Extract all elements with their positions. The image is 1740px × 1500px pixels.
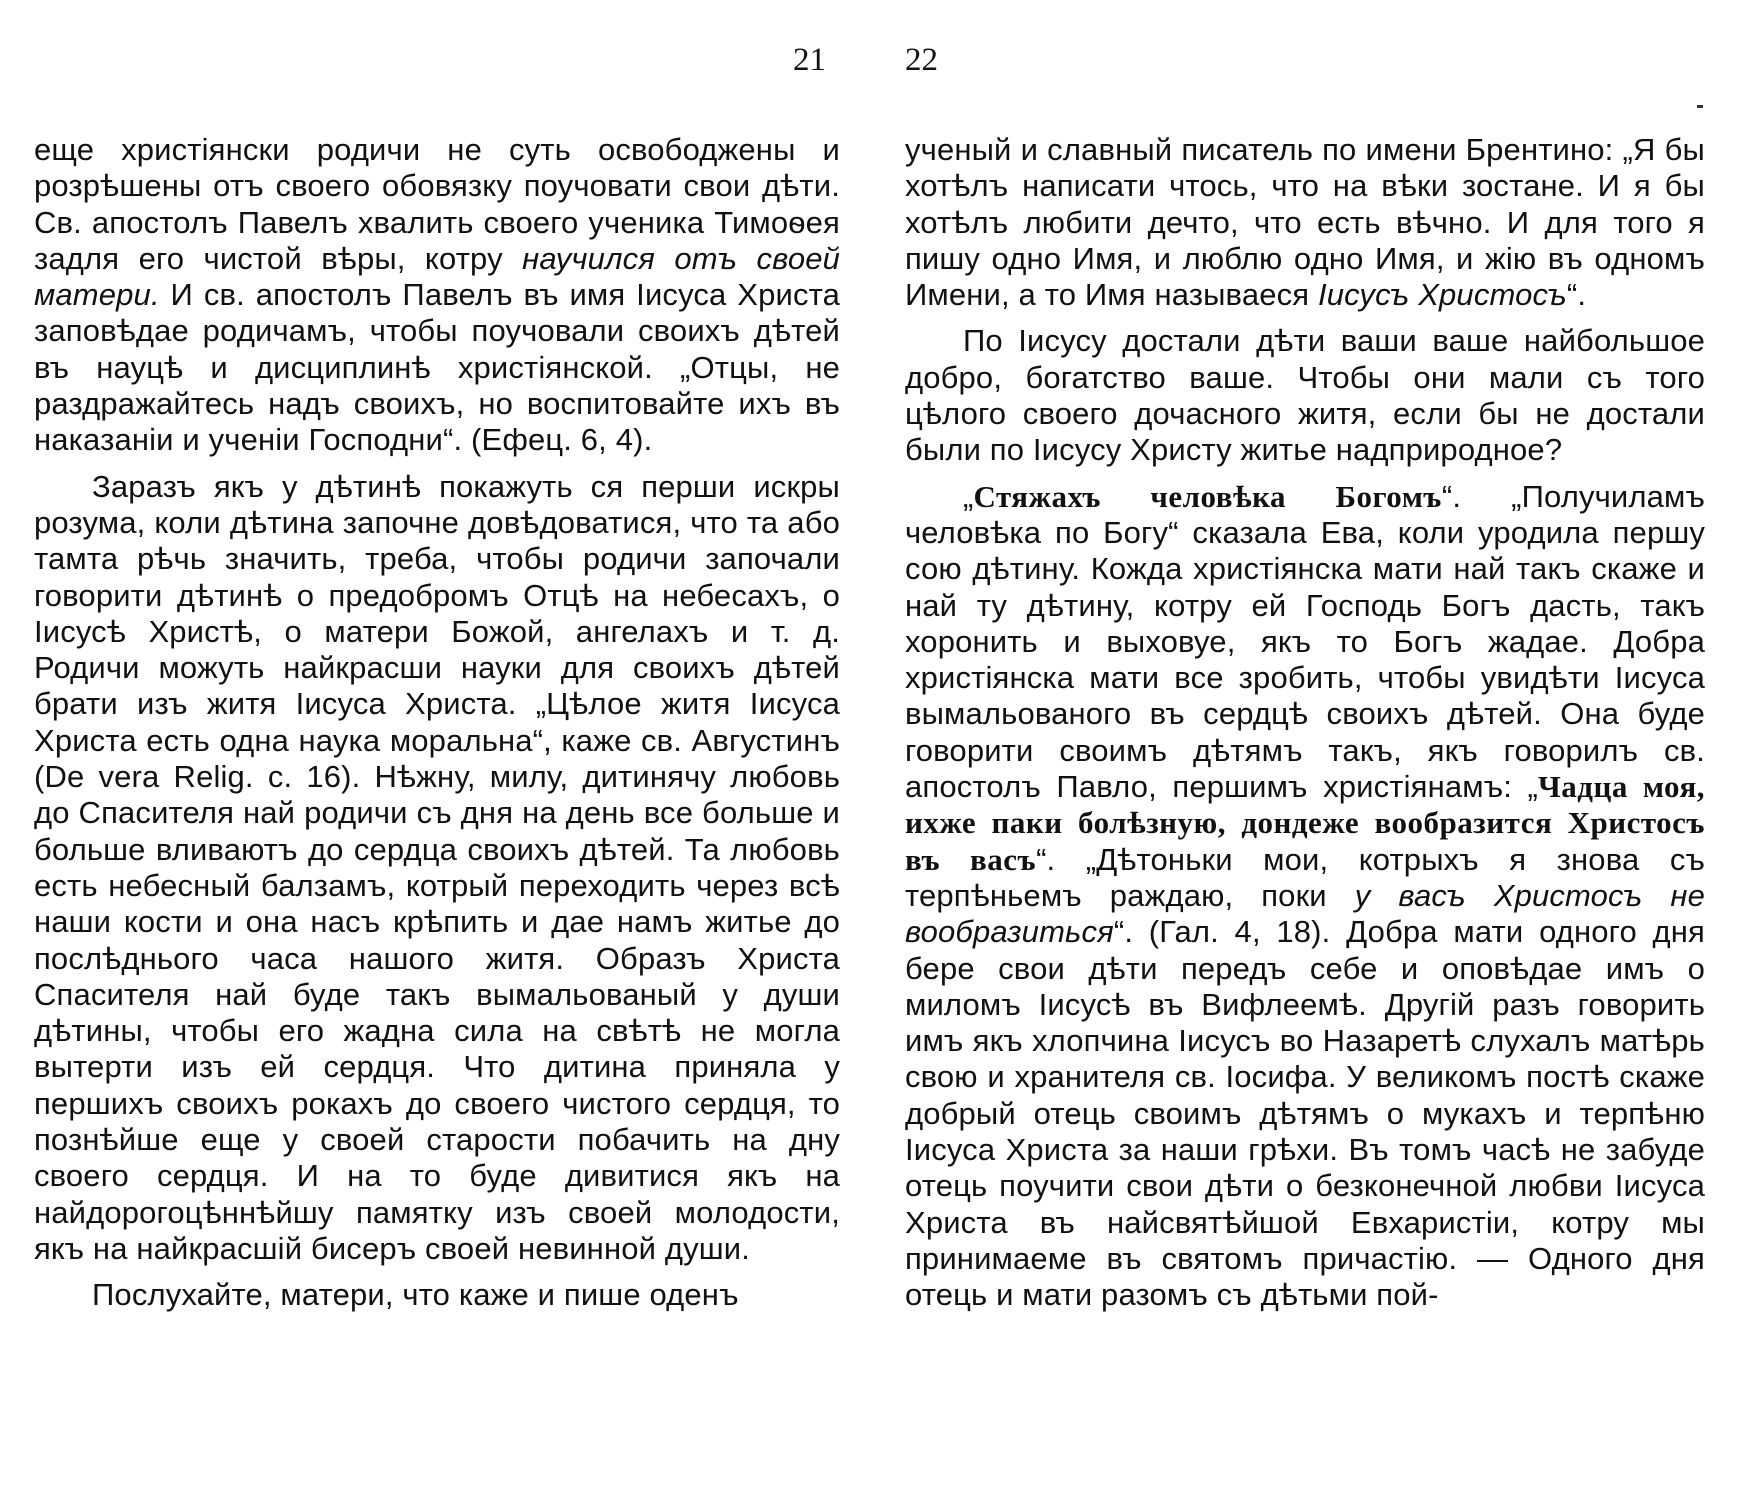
right-p3-text-b: “. „Дѣтоньки мои, котрыхъ я знова съ терпѣньемъ раждаю, поки bbox=[905, 841, 1705, 913]
left-p1-text-a: еще христіянски родичи не суть освободжены и розрѣшены отъ своего обовязку поучовати свои дѣти. Св. апостолъ Павелъ хвалить своего ученика Тимоѳея задля его чистой вѣры, котру bbox=[34, 132, 840, 276]
right-p3-text-d: “. (Гал. 4, 18). Добра мати одного дня бере свои дѣти передъ себе и оповѣдае имъ о миломъ Іисусѣ въ Вифлеемѣ. Другій разъ говорить имъ якъ хлопчина Іисусъ во Назаретѣ слухалъ матѣрь свою и хранителя св. Іосифа. У великомъ постѣ скаже добрый отець своимъ дѣтямъ о мукахъ и терпѣню Іисуса Христа за наши грѣхи. Въ томъ часѣ не забуде отець поучити свои дѣти о безконечной любви Іисуса Христа въ найсвятѣйшой Евхаристіи, котру мы принимаеме въ святомъ причастію. — Одного дня отець и мати разомъ съ дѣтьми пой- bbox=[905, 914, 1705, 1313]
right-p3-slavonic-quote-1: Стяжахъ человѣка Богомъ bbox=[973, 478, 1442, 514]
right-paragraph-2: По Іисусу достали дѣти ваши ваше найбольшое добро, богатство ваше. Чтобы они мали съ того цѣлого своего дочасного житя, если бы не достали были по Іисусу Христу житье надприродное? bbox=[905, 323, 1705, 468]
left-paragraph-3: Послухайте, матери, что каже и пише оденъ bbox=[92, 1277, 739, 1313]
right-paragraph-3 bbox=[905, 479, 1705, 1314]
right-p1-end: “. bbox=[1566, 277, 1587, 313]
page-number-left: 21 bbox=[793, 42, 826, 78]
right-p3-text-a: “. „Получиламъ человѣка по Богу“ сказала Ева, коли уродила першу сою дѣтину. Кожда христіянска мати най такъ скаже и най ту дѣтину, котру ей Господь Богъ дасть, такъ хоронить и выховуе, якъ то Богъ жадае. Добра христіянска мати все зробить, чтобы увидѣти Іисуса вымальованого въ сердцѣ своихъ дѣтей. Она буде говорити своимъ дѣтямъ такъ, якъ говорилъ св. апостолъ Павло, першимъ христіянамъ: „ bbox=[905, 478, 1706, 805]
right-p3-slavonic-quote-2: Чадца моя, ихже паки болѣзную, дондеже вообразится Христосъ въ васъ bbox=[905, 769, 1705, 877]
right-p1-text: ученый и славный писатель по имени Брентино: „Я бы хотѣлъ написати чтось, что на вѣки зостане. И я бы хотѣлъ любити дечто, что есть вѣчно. И для того я пишу одно Имя, и люблю одно Имя, и жію въ одномъ Имени, а то Имя называеся bbox=[905, 132, 1705, 313]
left-p1-italic: научился отъ своей матери. bbox=[34, 240, 840, 313]
left-p1-text-c: И св. апостолъ Павелъ въ имя Іисуса Христа заповѣдае родичамъ, чтобы поучовали своихъ дѣтей въ науцѣ и дисциплинѣ христіянской. „Отцы, не раздражайтесь надъ своихъ, но воспитовайте ихъ въ наказаніи и ученіи Господни“. (Ефец. 6, 4). bbox=[34, 277, 840, 458]
left-column bbox=[34, 132, 840, 1314]
left-paragraph-1 bbox=[34, 132, 840, 459]
right-p1-italic: Іисусъ Христосъ bbox=[1317, 277, 1567, 313]
scan-mark bbox=[1697, 105, 1703, 108]
right-paragraph-1 bbox=[905, 132, 1705, 313]
right-p3-quote-open: „ bbox=[963, 478, 974, 514]
right-p3-italic: у васъ Христосъ не вообразиться bbox=[905, 877, 1705, 950]
left-paragraph-2: Заразъ якъ у дѣтинѣ покажуть ся перши искры розума, коли дѣтина започне довѣдоватися, что та або тамта рѣчь значить, треба, чтобы родичи започали говорити дѣтинѣ о предобромъ Отцѣ на небесахъ, о Іисусѣ Христѣ, о матери Божой, ангелахъ и т. д. Родичи можуть найкрасши науки для своихъ дѣтей брати изъ житя Іисуса Христа. „Цѣлое житя Іисуса Христа есть одна наука моральна“, каже св. Августинъ (De vera Relig. c. 16). Нѣжну, милу, дитинячу любовь до Спасителя най родичи съ дня на день все больше и больше вливаютъ до сердца своихъ дѣтей. Та любовь есть небесный балзамъ, котрый переходить через всѣ наши кости и она насъ крѣпить и дае намъ житье до послѣднього часа нашого житя. Образъ Христа Спасителя най буде такъ вымальованый у души дѣтины, чтобы его жадна сила на свѣтѣ не могла вытерти изъ ей сердця. Что дитина приняла у першихъ своихъ рокахъ до своего чистого сердця, то познѣйше еще у своей старости побачить на дну своего сердця. И на то буде дивитися якъ на найдорогоцѣннѣйшу памятку изъ своей молодости, якъ на найкрасшій бисеръ своей невинной души. bbox=[34, 468, 840, 1266]
right-column bbox=[905, 132, 1705, 1314]
page-number-right: 22 bbox=[905, 42, 938, 78]
